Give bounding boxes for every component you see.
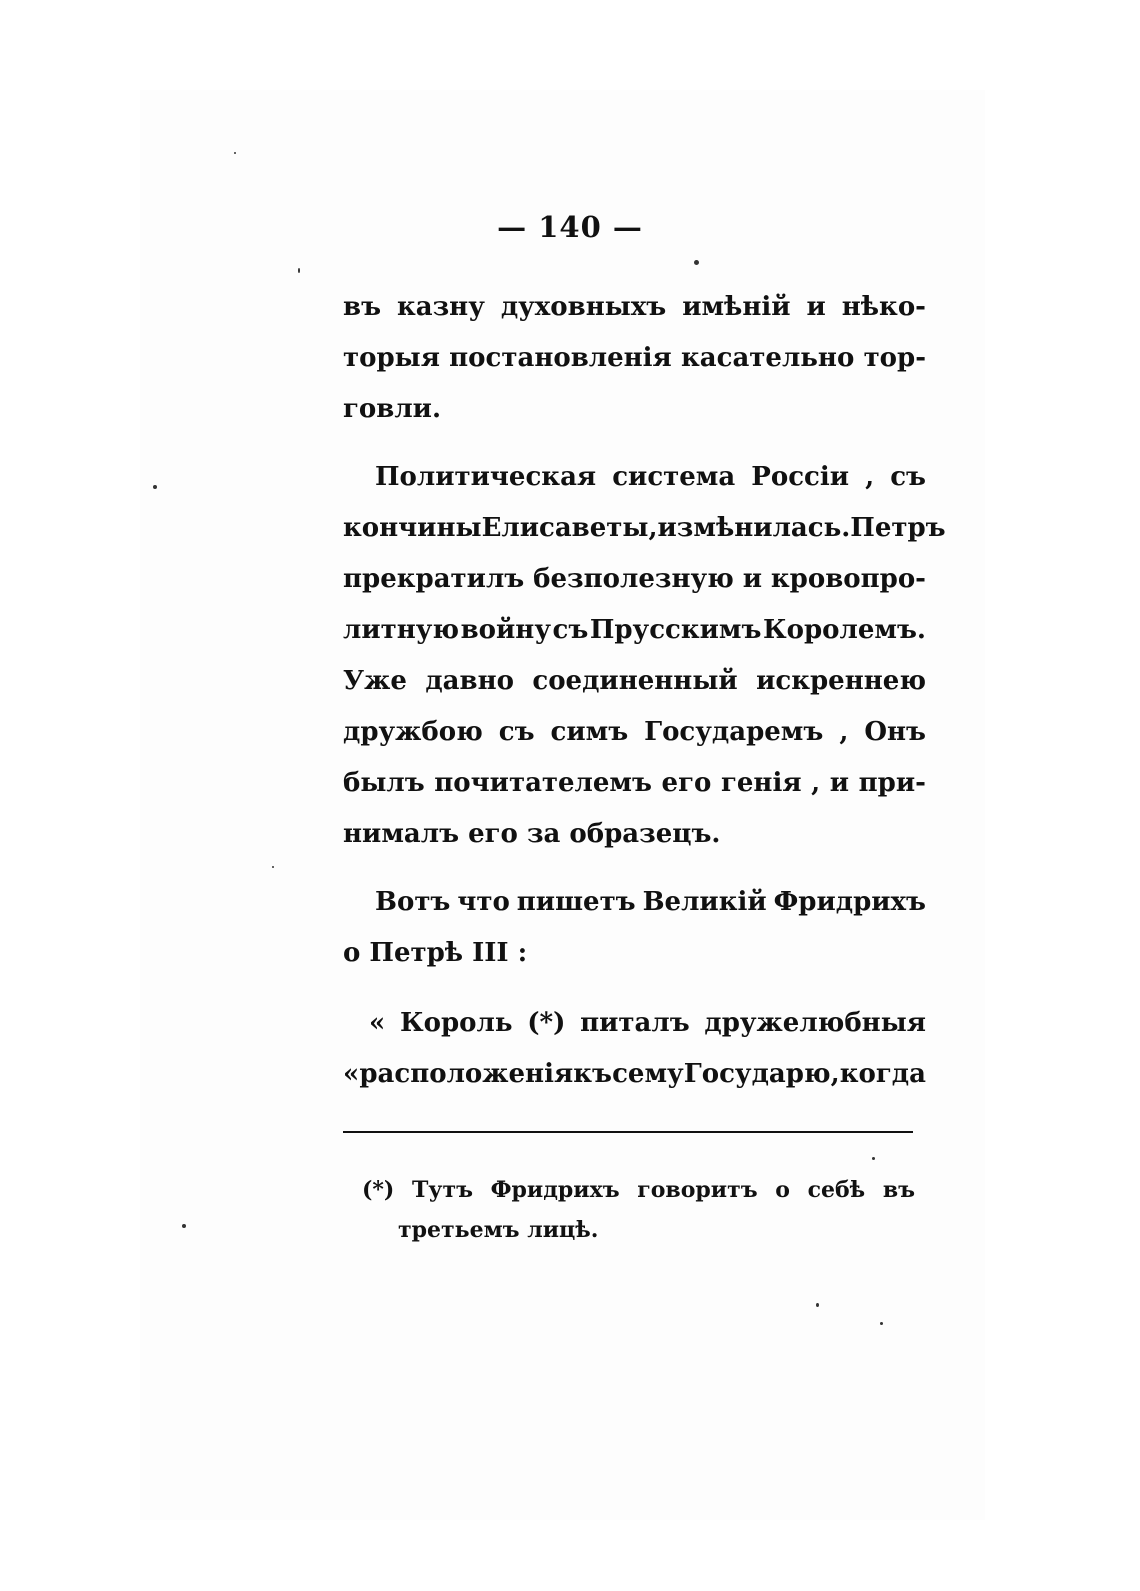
word: нѣко- xyxy=(841,292,926,322)
word: Политическая xyxy=(375,462,597,492)
word: и xyxy=(742,564,762,594)
word: касательно xyxy=(681,343,855,373)
word: дружбою xyxy=(343,717,483,747)
scan-speck xyxy=(298,268,300,273)
text-line xyxy=(343,333,926,384)
word: торыя xyxy=(343,343,440,373)
word: когда xyxy=(839,1059,926,1089)
word: и xyxy=(806,292,826,322)
word: Фридрихъ xyxy=(773,887,926,917)
word: Прусскимъ xyxy=(589,615,762,645)
word: Петръ xyxy=(850,513,946,543)
word: себѣ xyxy=(807,1177,866,1203)
line-text: нималъ его за образецъ. xyxy=(343,819,721,849)
word: кровопро- xyxy=(770,564,926,594)
text-line xyxy=(343,928,926,979)
word: « xyxy=(369,1008,386,1038)
word: имѣній xyxy=(682,292,791,322)
word: , xyxy=(811,768,821,798)
word: измѣнилась. xyxy=(657,513,851,543)
word: симъ xyxy=(550,717,629,747)
word: въ xyxy=(343,292,382,322)
text-line xyxy=(343,656,926,707)
word: постановленія xyxy=(449,343,672,373)
word: литную xyxy=(343,615,460,645)
line-text: о Петрѣ III : xyxy=(343,938,528,968)
word: Фридрихъ xyxy=(490,1177,620,1203)
word: казну xyxy=(396,292,485,322)
text-line xyxy=(343,605,926,656)
word: кончины xyxy=(343,513,482,543)
quotation xyxy=(343,998,926,1100)
word: при- xyxy=(858,768,926,798)
word: (*) xyxy=(527,1008,566,1038)
text-line xyxy=(343,282,926,333)
word: безполезную xyxy=(533,564,734,594)
word: и xyxy=(829,768,850,798)
word: питалъ xyxy=(580,1008,690,1038)
word: пишетъ xyxy=(516,887,636,917)
word: духовныхъ xyxy=(500,292,667,322)
word: « xyxy=(343,1059,360,1089)
word: о xyxy=(775,1177,790,1203)
footnote-line xyxy=(362,1210,915,1250)
word: Великій xyxy=(642,887,767,917)
line-text: говли. xyxy=(343,394,442,424)
word: (*) xyxy=(362,1177,395,1203)
word: Тутъ xyxy=(412,1177,473,1203)
word: соединенный xyxy=(532,666,738,696)
scan-speck xyxy=(694,260,699,265)
word: , xyxy=(839,717,849,747)
text-line xyxy=(343,998,926,1049)
footnote-divider xyxy=(343,1131,913,1133)
text-line xyxy=(343,452,926,503)
scan-speck xyxy=(816,1303,819,1307)
text-line xyxy=(343,554,926,605)
text-line xyxy=(343,758,926,809)
word: почитателемъ xyxy=(434,768,652,798)
word: , xyxy=(865,462,875,492)
paragraph-2 xyxy=(343,452,946,860)
word: Король xyxy=(399,1008,513,1038)
word: давно xyxy=(425,666,514,696)
word: войну xyxy=(460,615,551,645)
word: прекратилъ xyxy=(343,564,525,594)
word: дружелюбныя xyxy=(704,1008,926,1038)
text-line xyxy=(343,707,926,758)
scan-speck xyxy=(272,866,274,868)
word: говоритъ xyxy=(637,1177,758,1203)
text-line xyxy=(343,877,926,928)
scan-speck xyxy=(880,1322,883,1325)
word: что xyxy=(457,887,510,917)
word: къ xyxy=(573,1059,612,1089)
word: искреннею xyxy=(756,666,926,696)
paragraph-1 xyxy=(343,282,926,435)
word: тор- xyxy=(863,343,926,373)
text-line xyxy=(343,384,926,435)
line-text: третьемъ лицѣ. xyxy=(398,1217,599,1243)
paragraph-3 xyxy=(343,877,926,979)
word: сему xyxy=(612,1059,684,1089)
word: расположенія xyxy=(359,1059,574,1089)
word: Уже xyxy=(343,666,407,696)
text-line xyxy=(343,503,946,554)
scan-speck xyxy=(872,1157,875,1160)
word: съ xyxy=(890,462,926,492)
word: съ xyxy=(552,615,589,645)
footnote xyxy=(362,1170,915,1250)
footnote-line xyxy=(362,1170,915,1210)
scan-speck xyxy=(153,485,157,489)
word: Онъ xyxy=(864,717,926,747)
word: его xyxy=(661,768,712,798)
word: Россіи xyxy=(751,462,850,492)
word: въ xyxy=(882,1177,915,1203)
word: былъ xyxy=(343,768,425,798)
word: система xyxy=(612,462,736,492)
word: Государемъ xyxy=(644,717,824,747)
word: Государю, xyxy=(683,1059,840,1089)
word: Королемъ. xyxy=(762,615,926,645)
word: генія xyxy=(720,768,802,798)
text-line xyxy=(343,809,926,860)
scan-speck xyxy=(182,1224,186,1228)
word: Вотъ xyxy=(375,887,451,917)
page-number: — 140 — xyxy=(497,210,643,244)
scan-speck xyxy=(234,152,236,154)
word: съ xyxy=(498,717,535,747)
word: Елисаветы, xyxy=(481,513,658,543)
text-line xyxy=(343,1049,926,1100)
